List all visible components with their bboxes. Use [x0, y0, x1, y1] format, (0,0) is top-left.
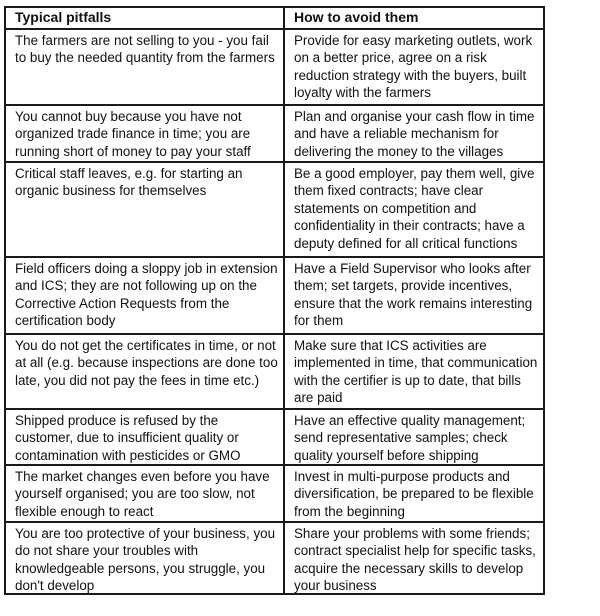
- table-row: [5, 257, 544, 334]
- pitfall-cell: [5, 105, 284, 162]
- table-row: [5, 105, 544, 162]
- avoid-cell: [284, 409, 544, 465]
- header-pitfalls-label: Typical pitfalls: [15, 9, 112, 25]
- pitfall-text: You are too protective of your business, you do not share your troubles with knowledgeable persons, you struggle, you don't develop: [15, 526, 276, 593]
- avoid-cell: [284, 334, 544, 409]
- pitfall-cell: [5, 29, 284, 105]
- avoid-cell: [284, 105, 544, 162]
- pitfall-text: You do not get the certificates in time, or not at all (e.g. because inspections are done too late, you did not pay the fees in time etc.): [15, 338, 278, 388]
- avoid-text: Plan and organise your cash flow in time and have a reliable mechanism for delivering the money to the villages: [294, 109, 535, 159]
- avoid-cell: [284, 522, 544, 594]
- avoid-text: Be a good employer, pay them well, give them fixed contracts; have clear statements on competition and confidentiality in their contracts; have a deputy defined for all critical functions: [294, 166, 535, 251]
- pitfall-text: Critical staff leaves, e.g. for starting an organic business for themselves: [15, 166, 243, 199]
- avoid-text: Have an effective quality management; send representative samples; check quality yourself before shipping: [294, 413, 526, 463]
- table-row: [5, 409, 544, 465]
- table-row: [5, 465, 544, 522]
- pitfall-cell: [5, 334, 284, 409]
- avoid-text: Have a Field Supervisor who looks after them; set targets, provide incentives, ensure that the work remains interesting for them: [294, 261, 533, 329]
- pitfall-cell: [5, 409, 284, 465]
- avoid-text: Provide for easy marketing outlets, work on a better price, agree on a risk reduction strategy with the buyers, built loyalty with the farmers: [294, 33, 533, 101]
- pitfalls-table: [4, 6, 545, 595]
- pitfall-text: You cannot buy because you have not organized trade finance in time; you are running short of money to pay your staff: [15, 109, 251, 159]
- pitfall-text: Field officers doing a sloppy job in extension and ICS; they are not following up on the Corrective Action Requests from the certification body: [15, 261, 278, 329]
- avoid-text: Make sure that ICS activities are implemented in time, that communication with the certifier is up to date, that bills are paid: [294, 338, 538, 406]
- avoid-cell: [284, 29, 544, 105]
- avoid-cell: [284, 257, 544, 334]
- table-row: [5, 522, 544, 594]
- pitfall-cell: [5, 522, 284, 594]
- avoid-text: Share your problems with some friends; contract specialist help for specific tasks, acquire the necessary skills to develop your business: [294, 526, 536, 593]
- avoid-cell: [284, 162, 544, 257]
- pitfall-text: The market changes even before you have yourself organised; you are too slow, not flexible enough to react: [15, 469, 270, 519]
- table-row: [5, 162, 544, 257]
- avoid-cell: [284, 465, 544, 522]
- pitfall-cell: [5, 465, 284, 522]
- pitfall-cell: [5, 162, 284, 257]
- avoid-text: Invest in multi-purpose products and diversification, be prepared to be flexible from the beginning: [294, 469, 534, 519]
- header-avoid-label: How to avoid them: [294, 9, 419, 25]
- header-row: [5, 7, 544, 29]
- header-cell-avoid: [284, 7, 544, 29]
- pitfall-text: Shipped produce is refused by the customer, due to insufficient quality or contamination with pesticides or GMO: [15, 413, 241, 463]
- header-cell-pitfalls: [5, 7, 284, 29]
- pitfall-text: The farmers are not selling to you - you fail to buy the needed quantity from the farmers: [15, 33, 275, 66]
- table-row: [5, 334, 544, 409]
- pitfall-cell: [5, 257, 284, 334]
- table-row: [5, 29, 544, 105]
